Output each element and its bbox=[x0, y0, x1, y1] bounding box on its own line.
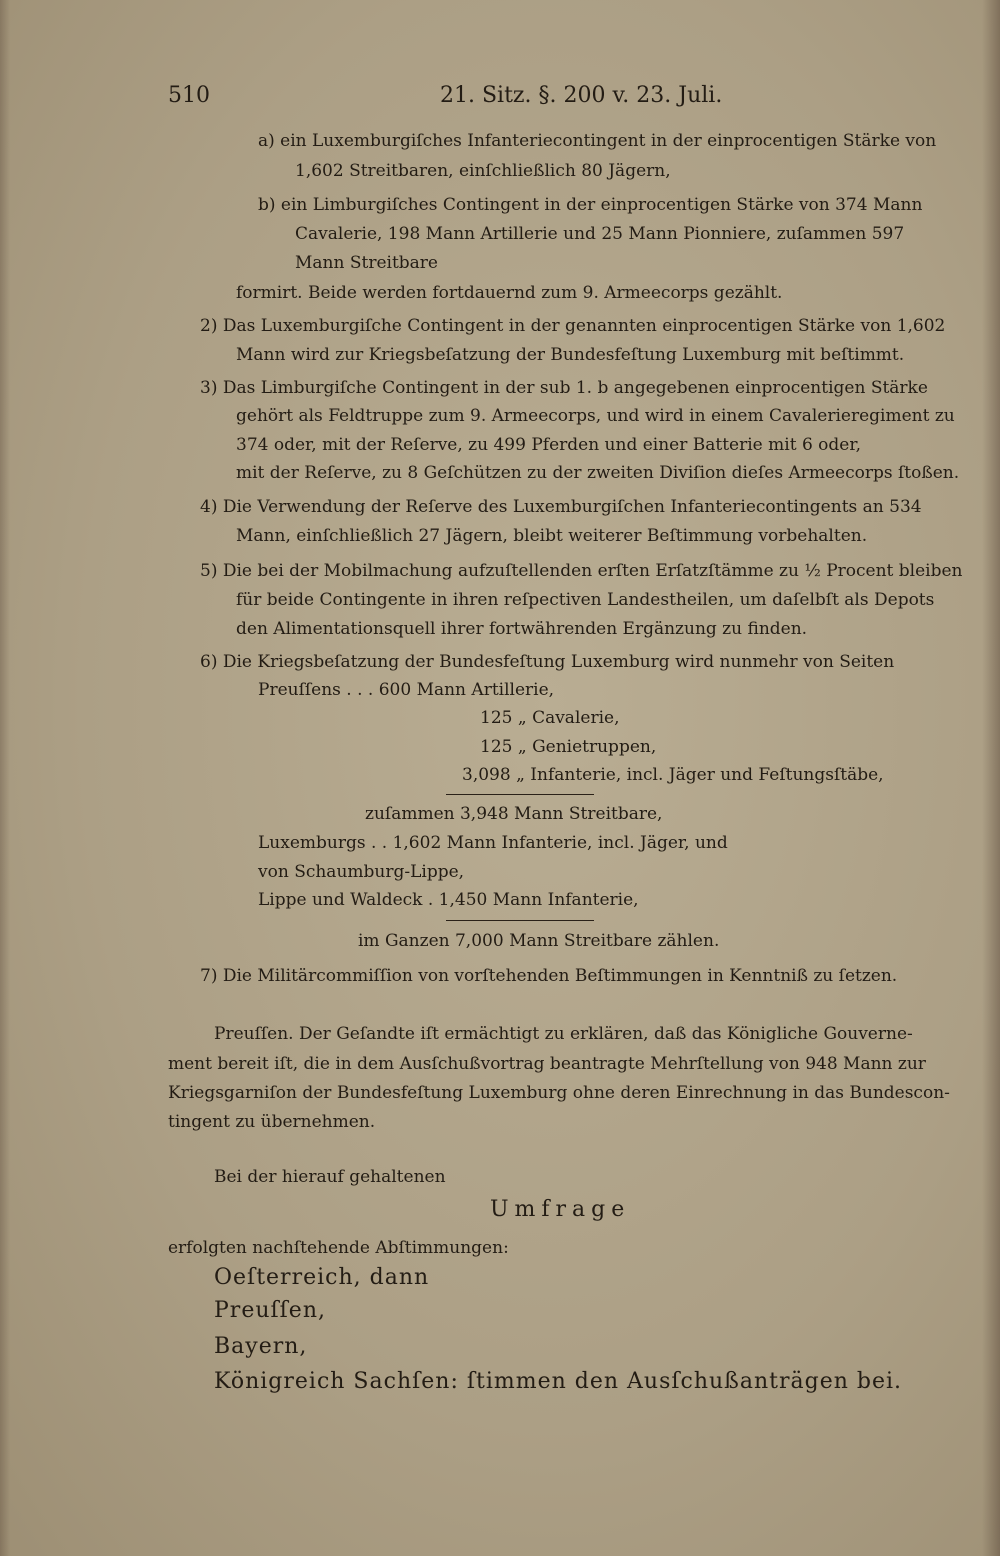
text-line: 3) Das Limburgiſche Contingent in der sub 1. b angegebenen einprocentigen Stärke bbox=[200, 378, 928, 398]
text-line: Mann Streitbare bbox=[295, 253, 438, 273]
sum-rule bbox=[446, 794, 594, 795]
text-line: gehört als Feldtruppe zum 9. Armeecorps, und wird in einem Cavalerieregiment zu bbox=[236, 406, 955, 426]
text-line: Königreich Sachſen: ſtimmen den Ausſchußanträgen bei. bbox=[214, 1369, 903, 1394]
text-line: im Ganzen 7,000 Mann Streitbare zählen. bbox=[358, 931, 720, 951]
page-shadow-left bbox=[0, 0, 10, 1556]
text-line: Mann wird zur Kriegsbeſatzung der Bundesfeſtung Luxemburg mit beſtimmt. bbox=[236, 345, 905, 365]
text-line: für beide Contingente in ihren reſpectiven Landestheilen, um daſelbſt als Depots bbox=[236, 590, 935, 610]
text-line: Preuſſens . . . 600 Mann Artillerie, bbox=[258, 680, 555, 700]
text-line: Mann, einſchließlich 27 Jägern, bleibt weiterer Beſtimmung vorbehalten. bbox=[236, 526, 868, 546]
text-line: Oeſterreich, dann bbox=[214, 1265, 430, 1290]
text-line: 5) Die bei der Mobilmachung aufzuſtellenden erſten Erſatzſtämme zu ½ Procent bleiben bbox=[200, 561, 963, 581]
text-line: Luxemburgs . . 1,602 Mann Infanterie, incl. Jäger, und bbox=[258, 833, 728, 853]
text-line: Cavalerie, 198 Mann Artillerie und 25 Mann Pionniere, zuſammen 597 bbox=[295, 224, 905, 244]
text-line: den Alimentationsquell ihrer fortwährenden Ergänzung zu finden. bbox=[236, 619, 808, 639]
text-line: 125 „ Cavalerie, bbox=[480, 708, 620, 728]
text-line: 4) Die Verwendung der Reſerve des Luxemburgiſchen Infanteriecontingents an 534 bbox=[200, 497, 922, 517]
text-line: zuſammen 3,948 Mann Streitbare, bbox=[365, 804, 663, 824]
text-line: ment bereit iſt, die in dem Ausſchußvortrag beantragte Mehrſtellung von 948 Mann zur bbox=[168, 1054, 926, 1074]
text-line: mit der Reſerve, zu 8 Geſchützen zu der zweiten Diviſion dieſes Armeecorps ſtoßen. bbox=[236, 463, 960, 483]
text-line: 374 oder, mit der Reſerve, zu 499 Pferden und einer Batterie mit 6 oder, bbox=[236, 435, 861, 455]
text-line: 3,098 „ Infanterie, incl. Jäger und Feſtungsſtäbe, bbox=[462, 765, 884, 785]
text-line: Kriegsgarniſon der Bundesfeſtung Luxemburg ohne deren Einrechnung in das Bundescon- bbox=[168, 1083, 950, 1103]
text-line: Preuſſen, bbox=[214, 1298, 326, 1323]
text-line: 125 „ Genietruppen, bbox=[480, 737, 657, 757]
text-line: b) ein Limburgiſches Contingent in der einprocentigen Stärke von 374 Mann bbox=[258, 195, 923, 215]
section-heading: Umfrage bbox=[490, 1197, 631, 1222]
text-line: Bayern, bbox=[214, 1334, 308, 1359]
text-line: von Schaumburg-Lippe, bbox=[258, 862, 465, 882]
page-number: 510 bbox=[168, 83, 210, 108]
text-line: 7) Die Militärcommiſſion von vorſtehenden Beſtimmungen in Kenntniß zu ſetzen. bbox=[200, 966, 898, 986]
text-line: tingent zu übernehmen. bbox=[168, 1112, 376, 1132]
text-line: 2) Das Luxemburgiſche Contingent in der genannten einprocentigen Stärke von 1,602 bbox=[200, 316, 946, 336]
running-title: 21. Sitz. §. 200 v. 23. Juli. bbox=[440, 83, 723, 108]
text-line: Bei der hierauf gehaltenen bbox=[214, 1167, 446, 1187]
text-line: 1,602 Streitbaren, einſchließlich 80 Jägern, bbox=[295, 161, 671, 181]
text-line: Lippe und Waldeck . 1,450 Mann Infanterie, bbox=[258, 890, 639, 910]
page-shadow-right bbox=[982, 0, 1000, 1556]
text-line: a) ein Luxemburgiſches Infanteriecontingent in der einprocentigen Stärke von bbox=[258, 131, 937, 151]
text-line: erfolgten nachſtehende Abſtimmungen: bbox=[168, 1238, 509, 1258]
text-line: 6) Die Kriegsbeſatzung der Bundesfeſtung Luxemburg wird nunmehr von Seiten bbox=[200, 652, 895, 672]
sum-rule bbox=[446, 920, 594, 921]
text-line: Preuſſen. Der Geſandte iſt ermächtigt zu erklären, daß das Königliche Gouverne- bbox=[214, 1024, 913, 1044]
text-line: formirt. Beide werden fortdauernd zum 9. Armeecorps gezählt. bbox=[236, 283, 783, 303]
